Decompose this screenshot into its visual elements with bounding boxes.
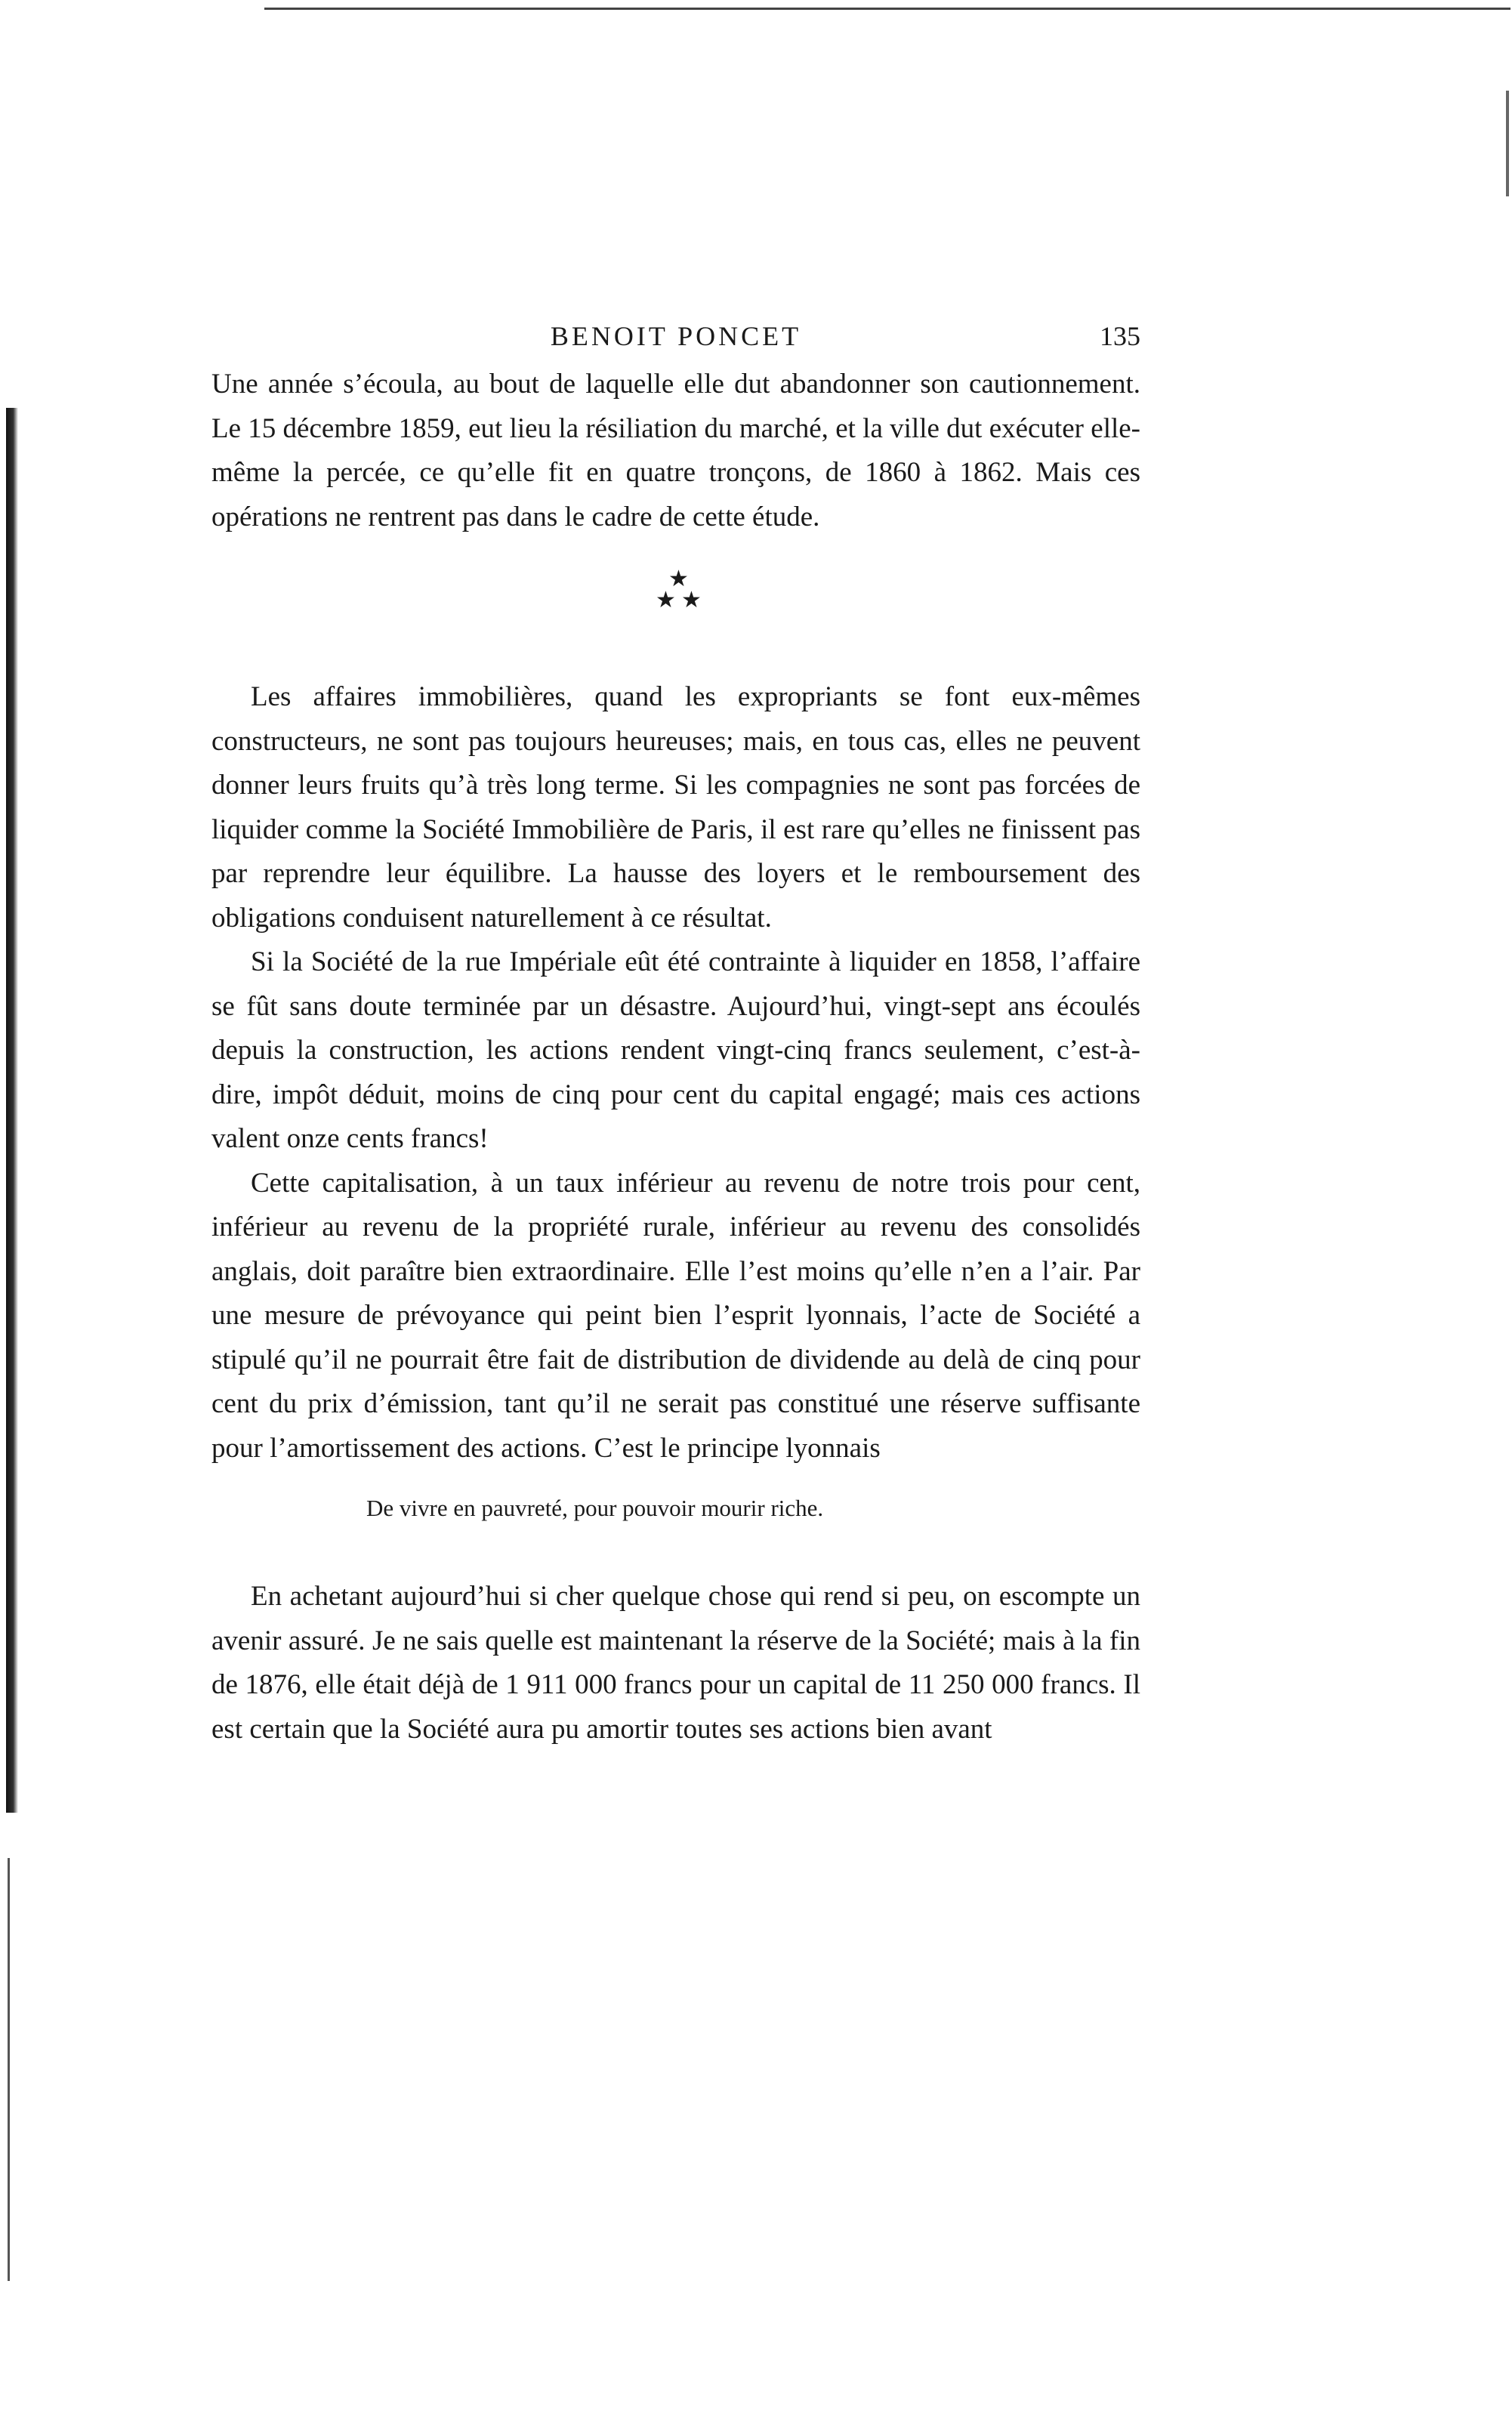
asterism-star-icon: ★	[656, 588, 676, 613]
paragraph-2: Les affaires immobilières, quand les expropriants se font eux-mêmes constructeurs, ne sont pas toujours heureuses; mais, en tous cas, elles ne peuvent donner leurs fruits qu’à très long terme. Si les compagnies ne sont pas forcées de liquider comme la Société Immobilière de Paris, il est rare qu’elles ne finissent pas par reprendre leur équilibre. La hausse des loyers et le remboursement des obligations conduisent naturellement à ce résultat.	[211, 681, 1140, 934]
paragraph-1: Une année s’écoula, au bout de laquelle elle dut abandonner son cautionnement. Le 15 décembre 1859, eut lieu la résiliation du marché, et la ville dut exécuter elle-même la percée, ce qu’elle fit en quatre tronçons, de 1860 à 1862. Mais ces opérations ne rentrent pas dans le cadre de cette étude.	[211, 369, 1140, 532]
asterism-star-icon: ★	[668, 566, 689, 591]
paragraph-4: Cette capitalisation, à un taux inférieur au revenu de notre trois pour cent, inférieur au revenu de la propriété rurale, inférieur au revenu des consolidés anglais, doit paraître bien extraordinaire. Elle l’est moins qu’elle n’en a l’air. Par une mesure de prévoyance qui peint bien l’esprit lyonnais, l’acte de Société a stipulé qu’il ne pourrait être fait de distribution de dividende au delà de cinq pour cent du prix d’émission, tant qu’il ne serait pas constitué une réserve suffisante pour l’amortissement des actions. C’est le principe lyonnais	[211, 1167, 1140, 1464]
running-title: BENOIT PONCET	[550, 321, 802, 351]
scan-edge-line	[8, 1858, 10, 2281]
page-number: 135	[1100, 321, 1140, 351]
page-body	[211, 363, 1140, 1752]
scan-edge-mark	[1506, 91, 1509, 196]
paragraph-5: En achetant aujourd’hui si cher quelque chose qui rend si peu, on escompte un avenir assuré. Je ne sais quelle est maintenant la réserve de la Société; mais à la fin de 1876, elle était déjà de 1 911 000 francs pour un capital de 11 250 000 francs. Il est certain que la Société aura pu amortir toutes ses actions bien avant	[211, 1581, 1140, 1745]
scan-binding-shadow	[6, 408, 18, 1813]
top-scan-rule	[264, 8, 1510, 10]
section-break-asterism	[211, 539, 1140, 675]
verse-quotation: De vivre en pauvreté, pour pouvoir mourir riche.	[366, 1495, 824, 1521]
paragraph-3: Si la Société de la rue Impériale eût été contrainte à liquider en 1858, l’affaire se fût sans doute terminée par un désastre. Aujourd’hui, vingt-sept ans écoulés depuis la construction, les actions rendent vingt-cinq francs seulement, c’est-à-dire, impôt déduit, moins de cinq pour cent du capital engagé; mais ces actions valent onze cents francs!	[211, 946, 1140, 1154]
running-head	[211, 316, 1140, 361]
asterism-star-icon: ★	[681, 588, 702, 613]
